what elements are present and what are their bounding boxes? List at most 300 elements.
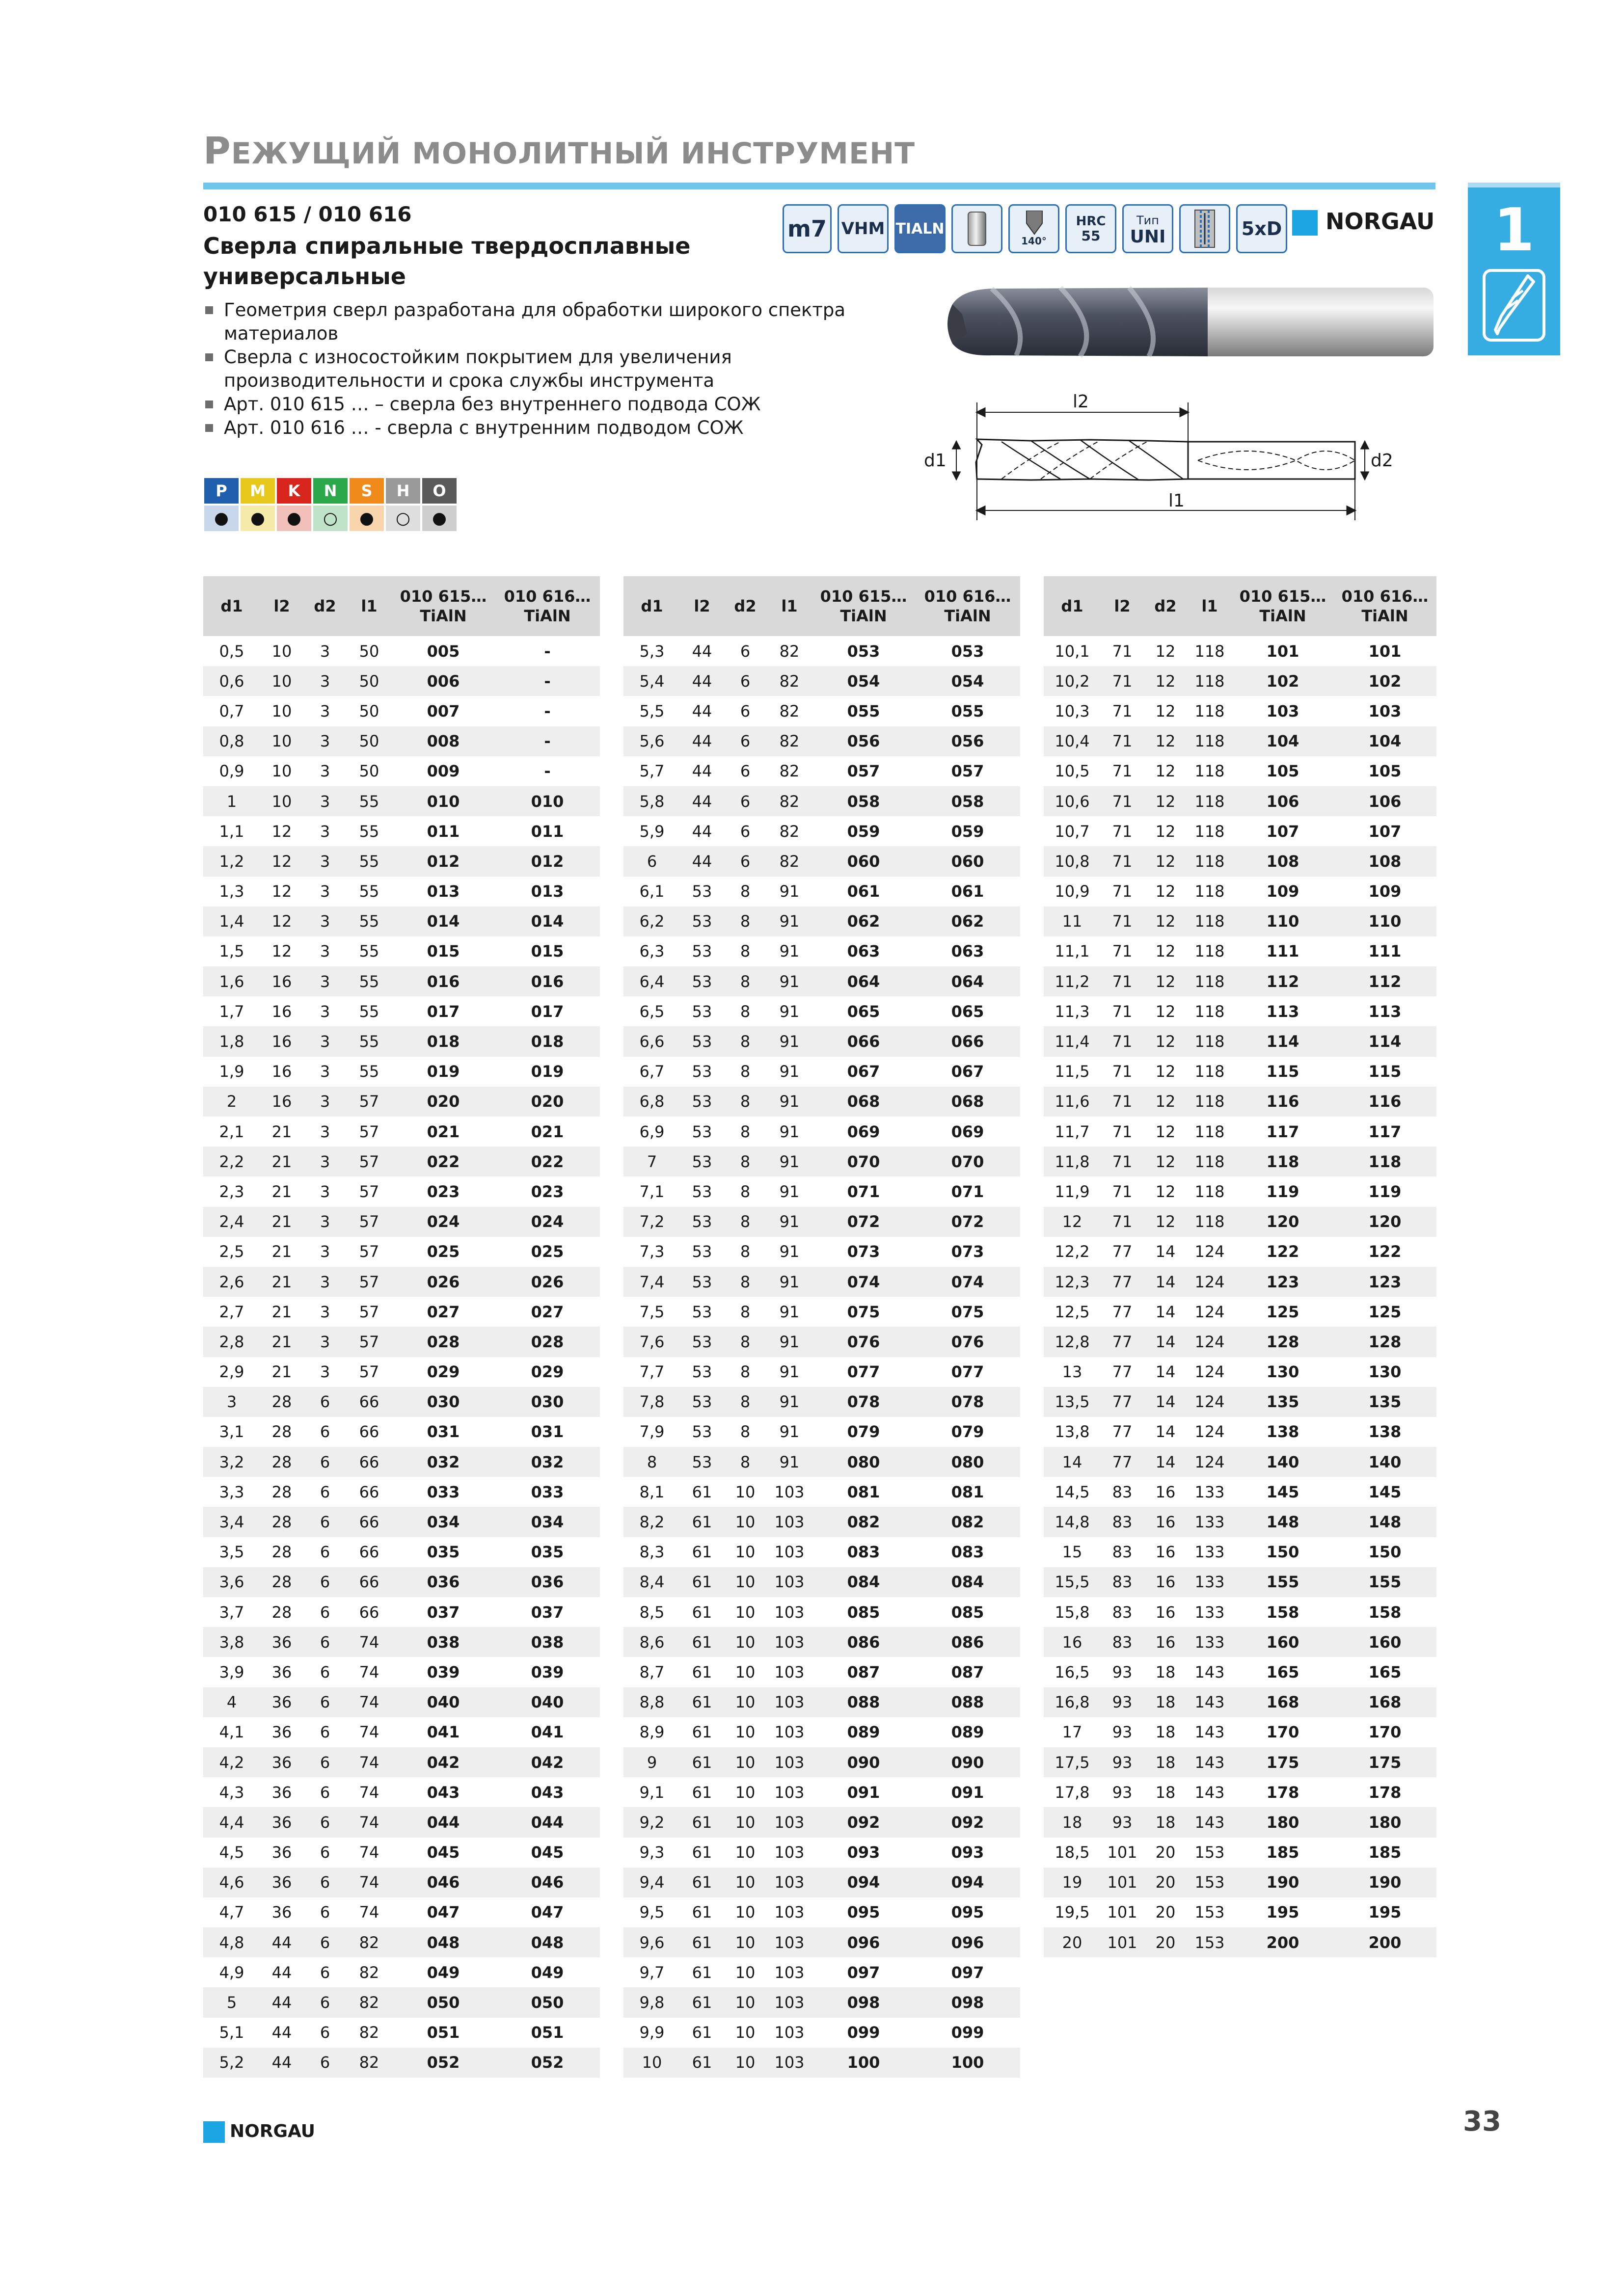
table-row [203, 1597, 600, 1627]
coating-badge [894, 204, 946, 253]
table-row [203, 1897, 600, 1927]
table-row [1044, 1657, 1436, 1687]
cell-d1: 2,9 [219, 1362, 244, 1382]
cell-d1: 11,7 [1055, 1122, 1090, 1141]
cell-l2: 44 [260, 2048, 303, 2078]
cell-article-010616: 065 [951, 1002, 984, 1021]
table-row [1044, 1747, 1436, 1777]
cell-article-010616: 095 [951, 1903, 984, 1922]
cell-d2: 10 [735, 1963, 756, 1982]
table-row [623, 666, 1020, 696]
cell-d2: 3 [320, 1182, 330, 1201]
cell-l2: 44 [692, 641, 712, 661]
cell-article-010616: 073 [951, 1242, 984, 1261]
table-row [1044, 1237, 1436, 1267]
cell-l1: 91 [779, 1302, 800, 1321]
cell-d2: 12 [1144, 846, 1187, 876]
cell-article-010615: 013 [427, 882, 460, 901]
cell-d2: 6 [724, 726, 767, 756]
cell-l2: 61 [692, 1662, 712, 1682]
cell-article-010615: 083 [847, 1543, 880, 1562]
cell-l2: 36 [260, 1687, 303, 1717]
cell-d2: 3 [320, 1242, 330, 1261]
cell-article-010616: 048 [495, 1927, 600, 1957]
cell-article-010615: 049 [427, 1963, 460, 1982]
cell-article-010616: 022 [495, 1147, 600, 1176]
cell-article-010615: 069 [847, 1122, 880, 1141]
table-row [623, 1868, 1020, 1897]
cell-l2: 83 [1101, 1627, 1144, 1657]
cell-article-010615: 023 [427, 1182, 460, 1201]
cell-l1: 91 [779, 942, 800, 961]
cell-d1: 9,3 [639, 1843, 665, 1862]
cell-article-010615: 178 [1266, 1783, 1299, 1802]
cell-l2: 53 [692, 1122, 712, 1141]
table-row [623, 1297, 1020, 1327]
cell-article-010615: 120 [1232, 1207, 1333, 1237]
table-row [1044, 1176, 1436, 1206]
cell-d1: 9,8 [623, 1987, 680, 2017]
cell-d1: 7,2 [623, 1207, 680, 1237]
table-row [623, 1176, 1020, 1206]
header-l1-label: l1 [1201, 597, 1218, 615]
cell-article-010615: 108 [1232, 846, 1333, 876]
cell-l1: 118 [1194, 822, 1225, 841]
cell-l2: 77 [1112, 1422, 1133, 1442]
cell-article-010616: 107 [1368, 822, 1402, 841]
cell-l1: 50 [347, 666, 392, 696]
cell-l1: 118 [1187, 966, 1232, 996]
article-numbers: 010 615 / 010 616 [203, 202, 412, 226]
cell-article-010616: 190 [1333, 1868, 1436, 1897]
table-row [203, 1327, 600, 1357]
table-row [1044, 1897, 1436, 1927]
cell-article-010615: 104 [1232, 726, 1333, 756]
cell-l1: 103 [774, 1543, 805, 1562]
cell-article-010615: 067 [847, 1062, 880, 1081]
cell-l1: 66 [347, 1387, 392, 1417]
cell-l1: 118 [1194, 701, 1225, 721]
cell-l1: 91 [779, 1242, 800, 1261]
cell-d2: 3 [320, 822, 330, 841]
cell-d2: 6 [303, 1507, 347, 1537]
cell-article-010616: 130 [1368, 1362, 1402, 1382]
cell-d1: 1,4 [203, 907, 260, 936]
cell-d2: 3 [303, 907, 347, 936]
material-suitability-k: ● [277, 506, 311, 531]
cell-l2: 71 [1101, 1207, 1144, 1237]
cell-article-010616: 115 [1368, 1062, 1402, 1081]
cell-d2: 8 [740, 942, 751, 961]
cell-article-010615: 077 [847, 1362, 880, 1382]
cell-l2: 61 [680, 1927, 724, 1957]
cell-d2: 6 [320, 1963, 330, 1982]
cell-d1: 11,4 [1044, 1026, 1101, 1056]
feature-item: Арт. 010 616 … - сверла с внутренним подводом СОЖ [203, 416, 851, 440]
cell-article-010615: 102 [1232, 666, 1333, 696]
cell-d1: 10,3 [1055, 701, 1090, 721]
cell-l2: 61 [692, 1783, 712, 1802]
cell-d2: 16 [1144, 1507, 1187, 1537]
cell-article-010616: 123 [1333, 1267, 1436, 1297]
cell-l2: 16 [260, 1026, 303, 1056]
cell-l1: 103 [767, 1507, 812, 1537]
cell-article-010615: 005 [427, 641, 460, 661]
cell-l1: 91 [779, 882, 800, 901]
cell-d2: 8 [740, 1302, 751, 1321]
cell-article-010616: 160 [1333, 1627, 1436, 1657]
cell-l2: 71 [1101, 786, 1144, 816]
cell-l2: 28 [271, 1543, 292, 1562]
cell-l2: 71 [1101, 846, 1144, 876]
cell-l1: 82 [779, 762, 800, 781]
cell-l2: 93 [1101, 1807, 1144, 1837]
cell-d2: 8 [740, 882, 751, 901]
cell-article-010616: 020 [495, 1087, 600, 1117]
table-row [203, 1747, 600, 1777]
cell-l1: 124 [1194, 1242, 1225, 1261]
table-row [1044, 756, 1436, 786]
cell-article-010616: 114 [1333, 1026, 1436, 1056]
cell-article-010616: 118 [1333, 1147, 1436, 1176]
cell-l1: 82 [347, 1927, 392, 1957]
table-header-row [623, 576, 1020, 636]
cell-article-010615: 066 [812, 1026, 915, 1056]
cell-l2: 71 [1101, 1087, 1144, 1117]
table-row [623, 1897, 1020, 1927]
tolerance-text: m7 [787, 215, 827, 242]
cell-d1: 5,1 [219, 2023, 244, 2042]
cell-l1: 91 [779, 1122, 800, 1141]
feature-item: Арт. 010 615 … – сверла без внутреннего подвода СОЖ [203, 393, 851, 416]
length-badge [1236, 204, 1287, 253]
cell-l2: 28 [260, 1387, 303, 1417]
cell-article-010615: 047 [427, 1903, 460, 1922]
cell-article-010615: 028 [392, 1327, 495, 1357]
cell-article-010615: 074 [812, 1267, 915, 1297]
cell-d1: 10,2 [1044, 666, 1101, 696]
cell-d1: 3,7 [219, 1602, 244, 1622]
cell-l2: 71 [1112, 1182, 1133, 1201]
table-row [203, 1267, 600, 1297]
cell-article-010615: 053 [847, 641, 880, 661]
header-010616-label: 010 616… [924, 587, 1011, 606]
cell-d2: 6 [303, 1927, 347, 1957]
cell-l2: 53 [680, 1087, 724, 1117]
table-row [623, 726, 1020, 756]
cell-article-010616: 100 [915, 2048, 1020, 2078]
cell-article-010615: 190 [1232, 1868, 1333, 1897]
cell-d2: 3 [320, 882, 330, 901]
cell-l1: 124 [1187, 1267, 1232, 1297]
cell-article-010615: 040 [392, 1687, 495, 1717]
cell-l2: 61 [692, 1723, 712, 1742]
product-title: Сверла спиральные твердосплавные универсальные [203, 233, 691, 290]
cell-article-010615: 039 [427, 1662, 460, 1682]
feature-list [203, 298, 851, 440]
header-d2-label: d2 [734, 597, 757, 615]
cell-article-010615: 185 [1266, 1843, 1299, 1862]
cell-l1: 124 [1194, 1362, 1225, 1382]
cell-article-010615: 122 [1266, 1242, 1299, 1261]
cell-l2: 28 [260, 1567, 303, 1597]
cell-l2: 53 [692, 1242, 712, 1261]
cell-l2: 77 [1101, 1387, 1144, 1417]
cell-d2: 6 [303, 1447, 347, 1477]
cell-d1: 3,5 [219, 1543, 244, 1562]
type-value: UNI [1130, 227, 1166, 247]
cell-l2: 10 [271, 762, 292, 781]
footer-brand: NORGAU [230, 2121, 315, 2141]
table-row [623, 816, 1020, 846]
cell-l1: 118 [1187, 846, 1232, 876]
cell-article-010615: 080 [812, 1447, 915, 1477]
cell-article-010616: 050 [495, 1987, 600, 2017]
cell-l1: 91 [779, 1422, 800, 1442]
cell-l1: 74 [359, 1662, 379, 1682]
header-010616 [1333, 576, 1436, 636]
cell-d1: 1,9 [219, 1062, 244, 1081]
table-row [203, 1957, 600, 1987]
cell-article-010615: 097 [847, 1963, 880, 1982]
cell-article-010615: 065 [847, 1002, 880, 1021]
cell-d1: 18 [1044, 1807, 1101, 1837]
cell-article-010615: 180 [1232, 1807, 1333, 1837]
cell-d1: 8,5 [639, 1602, 665, 1622]
cell-d2: 16 [1144, 1627, 1187, 1657]
cell-l1: 66 [359, 1422, 379, 1442]
cell-article-010616: 168 [1333, 1687, 1436, 1717]
cell-article-010615: 052 [392, 2048, 495, 2078]
table-row [623, 1087, 1020, 1117]
cell-d1: 1,3 [219, 882, 244, 901]
table-row [203, 1297, 600, 1327]
table-row [1044, 1087, 1436, 1117]
cell-article-010616: 150 [1368, 1543, 1402, 1562]
cell-l2: 28 [271, 1602, 292, 1622]
cell-l1: 124 [1187, 1447, 1232, 1477]
cell-l1: 103 [767, 1868, 812, 1897]
cell-d1: 10,5 [1055, 762, 1090, 781]
cell-article-010616: 148 [1333, 1507, 1436, 1537]
header-d1 [203, 576, 260, 636]
cell-article-010616: 093 [951, 1843, 984, 1862]
cell-d1: 4,5 [219, 1843, 244, 1862]
cell-d2: 6 [303, 1807, 347, 1837]
header-d1-label: d1 [220, 597, 243, 615]
table-row [623, 1657, 1020, 1687]
table-row [203, 1537, 600, 1567]
cell-l1: 91 [767, 1147, 812, 1176]
cell-d1: 13,5 [1044, 1387, 1101, 1417]
cell-l1: 133 [1187, 1507, 1232, 1537]
header-d2-label: d2 [314, 597, 336, 615]
cell-d1: 3,2 [203, 1447, 260, 1477]
cell-article-010615: 081 [847, 1482, 880, 1501]
cell-d2: 8 [724, 1207, 767, 1237]
table-row [203, 1567, 600, 1597]
material-suitability-h: ○ [386, 506, 420, 531]
cell-l2: 12 [271, 942, 292, 961]
header-d1 [623, 576, 680, 636]
cell-l1: 74 [347, 1687, 392, 1717]
cell-l1: 66 [347, 1507, 392, 1537]
cell-article-010616: 066 [915, 1026, 1020, 1056]
table-row [1044, 1417, 1436, 1447]
header-d2 [303, 576, 347, 636]
cell-d2: 3 [320, 1062, 330, 1081]
cell-l2: 71 [1112, 1062, 1133, 1081]
cell-article-010615: 042 [392, 1747, 495, 1777]
cell-d1: 7,7 [639, 1362, 665, 1382]
header-010616-coating: TiAlN [944, 607, 991, 625]
cell-l2: 71 [1112, 1002, 1133, 1021]
cell-l1: 118 [1187, 1207, 1232, 1237]
cell-l1: 103 [774, 1903, 805, 1922]
cell-d2: 3 [320, 1122, 330, 1141]
cell-l1: 103 [767, 1567, 812, 1597]
drill-chapter-icon [1483, 269, 1545, 342]
cell-article-010615: 160 [1232, 1627, 1333, 1657]
cell-l2: 53 [680, 1387, 724, 1417]
table-row [623, 786, 1020, 816]
cell-article-010615: 038 [392, 1627, 495, 1657]
cell-d1: 8,6 [623, 1627, 680, 1657]
cell-l1: 103 [767, 1627, 812, 1657]
cell-l1: 91 [767, 1447, 812, 1477]
cell-l2: 21 [260, 1207, 303, 1237]
cell-d1: 6,1 [639, 882, 665, 901]
cell-d2: 3 [303, 1207, 347, 1237]
cell-d2: 3 [303, 726, 347, 756]
cell-article-010615: 115 [1266, 1062, 1299, 1081]
cell-article-010615: 045 [427, 1843, 460, 1862]
cell-l1: 91 [767, 966, 812, 996]
header-010615-coating: TiAlN [1259, 607, 1306, 625]
cell-article-010616: 056 [915, 726, 1020, 756]
cell-d1: 10 [623, 2048, 680, 2078]
table-row [623, 1747, 1020, 1777]
cell-d1: 3,8 [203, 1627, 260, 1657]
feature-item: Сверла с износостойким покрытием для увеличения производительности и срока службы инструмента [203, 346, 851, 393]
header-l2 [260, 576, 303, 636]
cell-d2: 10 [735, 2023, 756, 2042]
cell-l1: 55 [359, 1002, 379, 1021]
cell-l2: 53 [680, 1207, 724, 1237]
cell-l1: 118 [1194, 882, 1225, 901]
cell-d1: 4,1 [219, 1723, 244, 1742]
cell-l2: 61 [680, 1687, 724, 1717]
cell-l1: 57 [347, 1207, 392, 1237]
table-row [1044, 1627, 1436, 1657]
cell-article-010615: 089 [847, 1723, 880, 1742]
cell-l1: 103 [767, 1807, 812, 1837]
cell-article-010616: 013 [531, 882, 564, 901]
material-code-o: O [422, 478, 457, 504]
table-row [203, 1927, 600, 1957]
header-010615-coating: TiAlN [420, 607, 467, 625]
cell-l2: 44 [271, 1963, 292, 1982]
cell-l1: 82 [359, 1963, 379, 1982]
cell-article-010615: 168 [1232, 1687, 1333, 1717]
cell-article-010616: 078 [915, 1387, 1020, 1417]
material-code-k: K [277, 478, 311, 504]
cell-d1: 6 [623, 846, 680, 876]
cell-l1: 133 [1194, 1482, 1225, 1501]
cell-article-010615: 117 [1266, 1122, 1299, 1141]
cell-d2: 3 [320, 701, 330, 721]
cell-article-010615: 111 [1266, 942, 1299, 961]
table-row [203, 1807, 600, 1837]
cell-d2: 3 [320, 762, 330, 781]
cell-d2: 3 [303, 1147, 347, 1176]
cell-article-010616: 090 [915, 1747, 1020, 1777]
cell-article-010616: 125 [1368, 1302, 1402, 1321]
cell-d2: 3 [320, 1362, 330, 1382]
cell-d1: 9,7 [639, 1963, 665, 1982]
cell-d2: 6 [320, 1543, 330, 1562]
cell-article-010615: 009 [427, 762, 460, 781]
cell-d1: 6,4 [623, 966, 680, 996]
cell-l1: 153 [1187, 1927, 1232, 1957]
cell-article-010615: 125 [1266, 1302, 1299, 1321]
cell-d2: 3 [320, 1002, 330, 1021]
cell-d1: 8,1 [639, 1482, 665, 1501]
cylindrical-shank-icon [951, 204, 1002, 253]
cell-d1: 4,7 [219, 1903, 244, 1922]
cell-article-010616: 128 [1333, 1327, 1436, 1357]
cell-d1: 10,1 [1055, 641, 1090, 661]
table-row [623, 1117, 1020, 1147]
cell-l1: 118 [1194, 942, 1225, 961]
cell-article-010616: 084 [915, 1567, 1020, 1597]
cell-d2: 18 [1144, 1747, 1187, 1777]
cell-l1: 55 [347, 846, 392, 876]
table-row [623, 1026, 1020, 1056]
cell-article-010615: 078 [812, 1387, 915, 1417]
cell-d1: 6,9 [639, 1122, 665, 1141]
table-row [623, 756, 1020, 786]
cell-article-010615: 008 [392, 726, 495, 756]
cell-l1: 74 [359, 1843, 379, 1862]
cell-l1: 74 [347, 1747, 392, 1777]
cell-l2: 44 [260, 1927, 303, 1957]
cell-d1: 17 [1062, 1723, 1082, 1742]
cell-l1: 74 [347, 1627, 392, 1657]
cell-d2: 3 [303, 786, 347, 816]
cell-article-010615: 086 [812, 1627, 915, 1657]
cell-l2: 28 [260, 1507, 303, 1537]
section-title-initial: Р [203, 129, 231, 172]
table-row [623, 636, 1020, 666]
cell-d2: 6 [320, 1723, 330, 1742]
cell-l2: 71 [1101, 1147, 1144, 1176]
cell-l1: 133 [1194, 1602, 1225, 1622]
cell-l2: 36 [271, 1903, 292, 1922]
cell-article-010615: 043 [427, 1783, 460, 1802]
cell-d2: 6 [320, 2023, 330, 2042]
cell-article-010616: 037 [531, 1602, 564, 1622]
table-row [1044, 1327, 1436, 1357]
cell-d2: 12 [1155, 1062, 1176, 1081]
table-row [203, 936, 600, 966]
cell-l1: 103 [774, 1843, 805, 1862]
cell-article-010615: 070 [812, 1147, 915, 1176]
cell-article-010615: 140 [1232, 1447, 1333, 1477]
material-code-n: N [313, 478, 348, 504]
cell-l1: 143 [1194, 1783, 1225, 1802]
cell-l1: 103 [767, 1747, 812, 1777]
